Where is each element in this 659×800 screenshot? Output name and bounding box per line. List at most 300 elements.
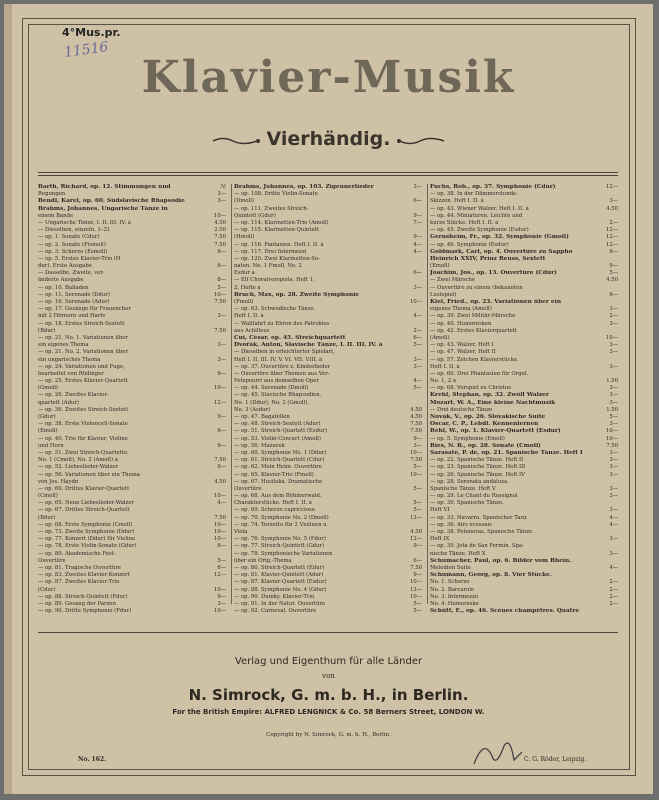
entry-price (210, 421, 226, 428)
catalog-entry (38, 493, 226, 500)
entry-title: — op. 5. Erstes Klavier-Trio (H (38, 255, 121, 262)
catalog-entry (430, 421, 618, 428)
entry-price: 7.50 (214, 327, 226, 334)
entry-title: — op. 116. Fantasien. Heft I. II. à (234, 241, 324, 248)
entry-title: ein eigenes Thema (38, 342, 89, 349)
catalog-entry (234, 601, 422, 608)
entry-price: 3— (609, 399, 618, 406)
entry-price: 4— (413, 241, 422, 248)
entry-title: No. 1 (Cmoll), No. 2 (Amoll) à (38, 457, 118, 464)
entry-title: No. 1, 2 à (430, 378, 457, 385)
entry-title: 2, Hefte à (234, 284, 261, 291)
entry-price: 6— (217, 370, 226, 377)
entry-price (406, 493, 422, 500)
entry-price: 12— (409, 586, 422, 593)
entry-title: (Bdur) (38, 327, 56, 334)
entry-price: 12— (409, 514, 422, 521)
catalog-entry (430, 579, 618, 586)
entry-title: Spanische Tänze. Heft V (430, 485, 496, 492)
catalog-column-3 (430, 184, 618, 614)
entry-price (406, 256, 422, 263)
entry-price: 4.50 (214, 219, 226, 226)
entry-title: Bendl, Karel, op. 60. Südslavische Rhapsodie (38, 198, 185, 205)
entry-price: 7.50 (410, 564, 422, 571)
entry-price: 4.50 (214, 478, 226, 485)
entry-price: 4— (413, 313, 422, 320)
catalog-entry (234, 285, 422, 292)
entry-price (602, 357, 618, 364)
entry-price: 3— (609, 449, 618, 456)
catalog-entry (38, 579, 226, 586)
entry-title: No. 4. Humoreske (430, 600, 479, 607)
column-divider (427, 184, 428, 604)
entry-title: Ouvertüre (234, 485, 262, 492)
catalog-entry (430, 572, 618, 579)
entry-price (602, 328, 618, 335)
entry-title: Brahms, Johannes, Ungarische Tänze in (38, 205, 168, 212)
column-divider (231, 184, 232, 604)
entry-price: 1.50 (606, 406, 618, 413)
entry-title: — op. 65. Neue Liebeslieder-Walzer (38, 500, 134, 507)
entry-price (210, 486, 226, 493)
entry-title: naten. No. 1 Fmoll, No. 2 (234, 263, 302, 270)
entry-title: — op. 36. Airs écossais (430, 521, 492, 528)
entry-price: 9— (413, 234, 422, 241)
entry-price (602, 299, 618, 306)
catalog-entry (430, 507, 618, 514)
entry-price: 10— (409, 471, 422, 478)
ornament-right-icon (396, 136, 446, 146)
entry-title: Mozart, W. A., Eine kleine Nachtmusik (430, 399, 556, 406)
entry-title: — op. 16. Serenade (Adur) (38, 299, 110, 305)
catalog-entry (430, 242, 618, 249)
catalog-entry (234, 292, 422, 299)
entry-title: Heft I. II. III. IV. V. VI. VII. VIII. à (234, 356, 323, 363)
catalog-entry (430, 601, 618, 608)
catalog-entry (430, 428, 618, 435)
catalog-entry (430, 342, 618, 349)
entry-price: 5— (413, 485, 422, 492)
entry-title: von Jos. Haydn (38, 478, 79, 485)
entry-title: Kiel, Fried., op. 23. Variationen über ein (430, 299, 562, 305)
entry-price: 10— (213, 536, 226, 543)
catalog-entry (38, 450, 226, 457)
catalog-entry (38, 206, 226, 213)
entry-price: 6— (217, 442, 226, 449)
entry-price (406, 206, 422, 213)
catalog-entry (430, 565, 618, 572)
entry-price: 6— (217, 543, 226, 550)
catalog-entry (38, 263, 226, 270)
entry-title: Krehl, Stephan, op. 32. Zwölf Walzer (430, 392, 549, 399)
catalog-entry (38, 464, 226, 471)
catalog-entry (430, 198, 618, 205)
entry-price (602, 285, 618, 292)
entry-title: — Dieselben in erleichterter Spielart, (234, 349, 335, 356)
subtitle-row (4, 128, 653, 150)
entry-title: — op. 33. Navarra. Spanischer Tanz (430, 514, 527, 521)
entry-title: änderte Ausgabe (38, 277, 84, 284)
entry-price: 4— (413, 248, 422, 255)
entry-title: (Gmoll) (38, 385, 58, 392)
catalog-entry (234, 428, 422, 435)
page-title: Klavier-Musik (141, 52, 516, 103)
catalog-entry (234, 364, 422, 371)
entry-price: 2— (609, 313, 618, 320)
catalog-entry (430, 493, 618, 500)
entry-title: — op. 42. Erstes Klavierquartett (430, 327, 517, 334)
catalog-entry (430, 292, 618, 299)
catalog-entry (38, 270, 226, 277)
entry-title: — op. 38. Erste Violoncell-Sonate (38, 421, 128, 428)
entry-title: — op. 78. Symphonische Variationen (234, 550, 333, 557)
catalog-entry (234, 306, 422, 313)
entry-title: (Amoll) (430, 334, 450, 341)
entry-title: No. 3 (Asdur) (234, 406, 271, 413)
entry-title: — op. 62. Mein Heim. Ouvertüre (234, 464, 322, 471)
entry-title: — op. 29. Le Chant du Rossignol (430, 493, 518, 500)
entry-title: — op. 51. Streich-Quartett (Esdur) (234, 428, 328, 435)
entry-price: 3— (609, 342, 618, 349)
catalog-entry (234, 457, 422, 464)
entry-price: 3— (217, 356, 226, 363)
catalog-entry (234, 392, 422, 399)
catalog-entry (234, 357, 422, 364)
entry-price: 10— (213, 291, 226, 298)
entry-price: 10— (605, 334, 618, 341)
catalog-entry (430, 407, 618, 414)
catalog-columns (38, 184, 618, 614)
catalog-entry (234, 421, 422, 428)
catalog-entry (38, 392, 226, 399)
entry-title: — op. 26. Zweites Klavier- (38, 392, 109, 399)
catalog-entry (234, 472, 422, 479)
british-agent: For the British Empire: ALFRED LENGNICK & Co. 58 Berners Street, LONDON W. (172, 708, 485, 716)
catalog-column-2 (234, 184, 422, 614)
entry-price: 4— (609, 514, 618, 521)
entry-title: — op. 11. Serenade (Ddur) (38, 291, 110, 298)
entry-price: 9— (609, 263, 618, 270)
entry-title: — op. 60. Symphonie No. 1 (Ddur) (234, 449, 327, 456)
catalog-entry (234, 515, 422, 522)
entry-price: 10— (213, 521, 226, 528)
entry-price: 7— (413, 219, 422, 226)
catalog-entry (430, 256, 618, 263)
entry-price: 6— (413, 198, 422, 205)
catalog-entry (430, 536, 618, 543)
entry-price: 10— (409, 299, 422, 305)
entry-price (406, 551, 422, 558)
entry-title: — op. 90. Dumky. Klavier-Trio (234, 593, 315, 600)
entry-price: 2— (609, 579, 618, 586)
catalog-entry (234, 565, 422, 572)
catalog-entry (234, 335, 422, 342)
entry-price: 10— (605, 435, 618, 442)
entry-price (602, 500, 618, 507)
catalog-entry (38, 608, 226, 614)
catalog-entry (234, 349, 422, 356)
catalog-entry (234, 414, 422, 421)
catalog-entry (234, 184, 422, 191)
entry-title: dur). Erste Ausgabe (38, 263, 92, 270)
entry-title: — Ouvertüre über Themen aus Ver- (234, 370, 330, 377)
entry-title: mit 2 Hörnern und Harfe (38, 313, 106, 320)
catalog-entry (38, 436, 226, 443)
entry-title: Esdur à (234, 270, 255, 277)
entry-title: — op. 40. Trio für Klavier, Violine (38, 435, 128, 442)
catalog-entry (38, 385, 226, 392)
entry-title: Ouvertüre (38, 557, 66, 564)
entry-title: (Hmoll) (234, 234, 255, 241)
catalog-entry (38, 565, 226, 572)
entry-price: 12— (605, 184, 618, 190)
catalog-entry (234, 608, 422, 614)
entry-title: — op. 80. Streich-Quartett (Edur) (234, 564, 325, 571)
entry-title: — Wallfahrt zu Ehren des Patrokles (234, 320, 330, 327)
catalog-entry (234, 507, 422, 514)
entry-price: 10— (213, 529, 226, 535)
entry-price: 4.50 (606, 277, 618, 284)
entry-title: — op. 92. Carneval. Ouvertüre (234, 608, 317, 614)
catalog-entry (234, 493, 422, 500)
entry-price: 7.50 (214, 514, 226, 521)
catalog-entry (430, 335, 618, 342)
entry-title: Barth, Richard, op. 12. Stimmungen und (38, 184, 171, 190)
catalog-entry (38, 227, 226, 234)
catalog-entry (430, 184, 618, 191)
entry-price: 3— (413, 284, 422, 291)
rule-top-double (38, 175, 618, 176)
entry-price: 10— (213, 586, 226, 593)
entry-title: — op. 44. Miniaturen. Leichte und (430, 212, 523, 219)
catalog-entry (38, 536, 226, 543)
catalog-entry (430, 472, 618, 479)
catalog-entry (430, 328, 618, 335)
entry-title: — op. 63. Schwedische Tänze. (234, 306, 316, 313)
entry-title: quartett (Adur) (38, 399, 79, 406)
catalog-entry (430, 486, 618, 493)
entry-price: 12— (213, 572, 226, 579)
entry-price: 3— (217, 191, 226, 198)
entry-title: — op. 23. Spanische Tänze. Heft III (430, 464, 526, 471)
entry-price: 7.50 (606, 442, 618, 449)
entry-price (210, 349, 226, 356)
entry-price (210, 450, 226, 457)
entry-title: Oscar, C. P., Lebdl. Kennenlernen (430, 421, 539, 428)
entry-title: — op. 70. Symphonie No. 2 (Dmoll) (234, 514, 329, 521)
catalog-entry (430, 220, 618, 227)
entry-title: — op. 114. Klarinetten-Trio (Amoll) (234, 219, 329, 226)
entry-title: (Emoll) (430, 263, 450, 270)
entry-title: — Drei deutsche Tänze (430, 406, 493, 413)
catalog-entry (430, 464, 618, 471)
catalog-entry (38, 184, 226, 191)
entry-price: 12— (409, 536, 422, 543)
catalog-entry (430, 371, 618, 378)
entry-title: und Horn (38, 442, 64, 449)
catalog-entry (430, 515, 618, 522)
catalog-entry (234, 328, 422, 335)
catalog-entry (234, 543, 422, 550)
catalog-entry (430, 587, 618, 594)
catalog-entry (38, 479, 226, 486)
catalog-entry (234, 443, 422, 450)
catalog-entry (38, 543, 226, 550)
entry-title: — op. 22. Spanische Tänze. Heft II (430, 457, 524, 464)
catalog-entry (38, 587, 226, 594)
catalog-entry (234, 407, 422, 414)
catalog-entry (234, 371, 422, 378)
catalog-entry (38, 378, 226, 385)
catalog-entry (234, 464, 422, 471)
catalog-entry (38, 558, 226, 565)
entry-title: — op. 73. Zweite Symphonie (Ddur) (38, 529, 135, 535)
entry-title: — op. 90. Dritte Symphonie (Fdur) (38, 608, 132, 614)
ornament-left-icon (211, 136, 261, 146)
entry-price: 7.50 (214, 234, 226, 241)
catalog-entry (234, 486, 422, 493)
catalog-entry (430, 191, 618, 198)
entry-price: 5— (413, 608, 422, 614)
entry-title: (Fmoll) (234, 299, 254, 305)
entry-title: — op. 52. Liebeslieder-Walzer (38, 464, 118, 471)
catalog-entry (38, 515, 226, 522)
catalog-entry (38, 342, 226, 349)
entry-price: 10— (213, 385, 226, 392)
entry-title: — Dieselben, einzeln, 1–21 (38, 227, 111, 234)
catalog-entry (234, 536, 422, 543)
entry-title: — op. 47. Walzer, Heft II (430, 349, 496, 356)
entry-price: 3— (609, 320, 618, 327)
entry-price: 3— (609, 457, 618, 464)
catalog-entry (234, 299, 422, 306)
catalog-entry (234, 256, 422, 263)
entry-price: 5— (413, 385, 422, 392)
catalog-entry (430, 357, 618, 364)
entry-price: 9— (217, 593, 226, 600)
entry-price (210, 206, 226, 213)
entry-price (210, 270, 226, 277)
entry-title: Joachim, Jos., op. 13. Ouvertüre (Cdur) (430, 270, 557, 277)
catalog-entry (38, 328, 226, 335)
entry-price: 4— (609, 564, 618, 571)
entry-price (602, 529, 618, 536)
catalog-entry (234, 313, 422, 320)
entry-price: 6— (217, 464, 226, 471)
entry-title: kurze Stücke. Heft I. II. à (430, 219, 499, 226)
entry-price (406, 479, 422, 486)
subtitle: Vierhändig. (266, 128, 391, 150)
entry-title: — op. 77. Konzert (Ddur) für Violine (38, 536, 136, 543)
entry-price: 5— (217, 284, 226, 291)
entry-price: 3— (609, 485, 618, 492)
entry-price: 10— (409, 579, 422, 586)
entry-title: — op. 39. Zwei Militär-Märsche (430, 313, 516, 320)
entry-title: (Dmoll) (234, 198, 254, 205)
entry-price: 4— (413, 378, 422, 385)
entry-title: — Dasselbe. Zweite, ver- (38, 270, 105, 277)
entry-title: Viola (234, 529, 248, 535)
catalog-entry (38, 357, 226, 364)
catalog-entry (430, 450, 618, 457)
entry-title: — op. 69. Scherzo capriccioso (234, 507, 315, 514)
entry-price: 12— (605, 234, 618, 241)
catalog-entry (430, 436, 618, 443)
catalog-entry (234, 277, 422, 284)
entry-price: 10— (605, 428, 618, 435)
entry-title: — op. 68. Vorspiel zu Christus (430, 385, 511, 392)
entry-price (602, 558, 618, 565)
entry-title: — op. 46. Symphonie (Esdur) (430, 241, 509, 248)
entry-title: No. 1. Scherzo (430, 579, 470, 586)
entry-title: — op. 17. Gesänge für Frauenchor (38, 306, 131, 313)
catalog-entry (430, 263, 618, 270)
catalog-entry (38, 349, 226, 356)
entry-price: 7.50 (214, 457, 226, 464)
catalog-entry (38, 457, 226, 464)
catalog-entry (38, 371, 226, 378)
entry-title: — op. 77. Streich-Quintett (Gdur) (234, 543, 325, 550)
catalog-entry (38, 285, 226, 292)
entry-title: — op. 30. Spanische Tänze. (430, 500, 504, 507)
entry-title: eigenes Thema (Amoll) (430, 306, 492, 313)
entry-title: — op. 45. Zweite Symphonie (Esdur) (430, 227, 529, 234)
entry-title: nische Tänze, Heft X (430, 550, 486, 557)
entry-title: — op. 38. In der Dämmerstunde. (430, 191, 518, 198)
catalog-entry (430, 400, 618, 407)
entry-price: 3— (609, 363, 618, 370)
entry-title: No. 2. Barcarole (430, 586, 475, 593)
catalog-entry (234, 500, 422, 507)
entry-title: — op. 24. Variationen und Fuge, (38, 363, 125, 370)
entry-price: 9— (217, 414, 226, 420)
entry-price (210, 306, 226, 313)
rule-bottom (38, 632, 618, 633)
catalog-column-1 (38, 184, 226, 614)
entry-price (210, 364, 226, 371)
catalog-entry (430, 270, 618, 277)
entry-price: 2— (609, 593, 618, 600)
entry-title: — op. 38. Peteneras. Spanische Tänze. (430, 529, 534, 535)
entry-title: — op. 91. In der Natur. Ouvertüre (234, 600, 326, 607)
entry-title: über ein Orig.-Thema (234, 557, 292, 564)
entry-price (602, 371, 618, 378)
catalog-entry (38, 500, 226, 507)
catalog-entry (38, 249, 226, 256)
entry-title: ein ungarisches Thema (38, 356, 101, 363)
entry-title: — op. 60. Drei Phantasien für Orgel. (430, 370, 529, 377)
entry-price: 3— (217, 342, 226, 349)
entry-price: 2.50 (214, 227, 226, 234)
entry-title: No. 1 (Ddur), No. 2 (Gmoll), (234, 399, 310, 406)
entry-price: 10— (213, 212, 226, 219)
entry-price: 7.50 (410, 421, 422, 428)
catalog-entry (234, 385, 422, 392)
entry-price: 6— (217, 428, 226, 435)
entry-price: 6— (217, 263, 226, 270)
entry-price: 10— (409, 593, 422, 600)
catalog-entry (234, 558, 422, 565)
entry-title: — op. 87. Klavier-Quartett (Esdur) (234, 579, 327, 586)
entry-title: No. 3. Intermezzo (430, 593, 479, 600)
entry-price (406, 292, 422, 299)
entry-price: 3— (217, 313, 226, 320)
entry-price: 5— (413, 342, 422, 349)
entry-price: 3— (413, 363, 422, 370)
catalog-entry (234, 551, 422, 558)
shelf-mark: 4°Mus.pr. (62, 26, 121, 39)
entry-title: einem Bande (38, 212, 74, 219)
